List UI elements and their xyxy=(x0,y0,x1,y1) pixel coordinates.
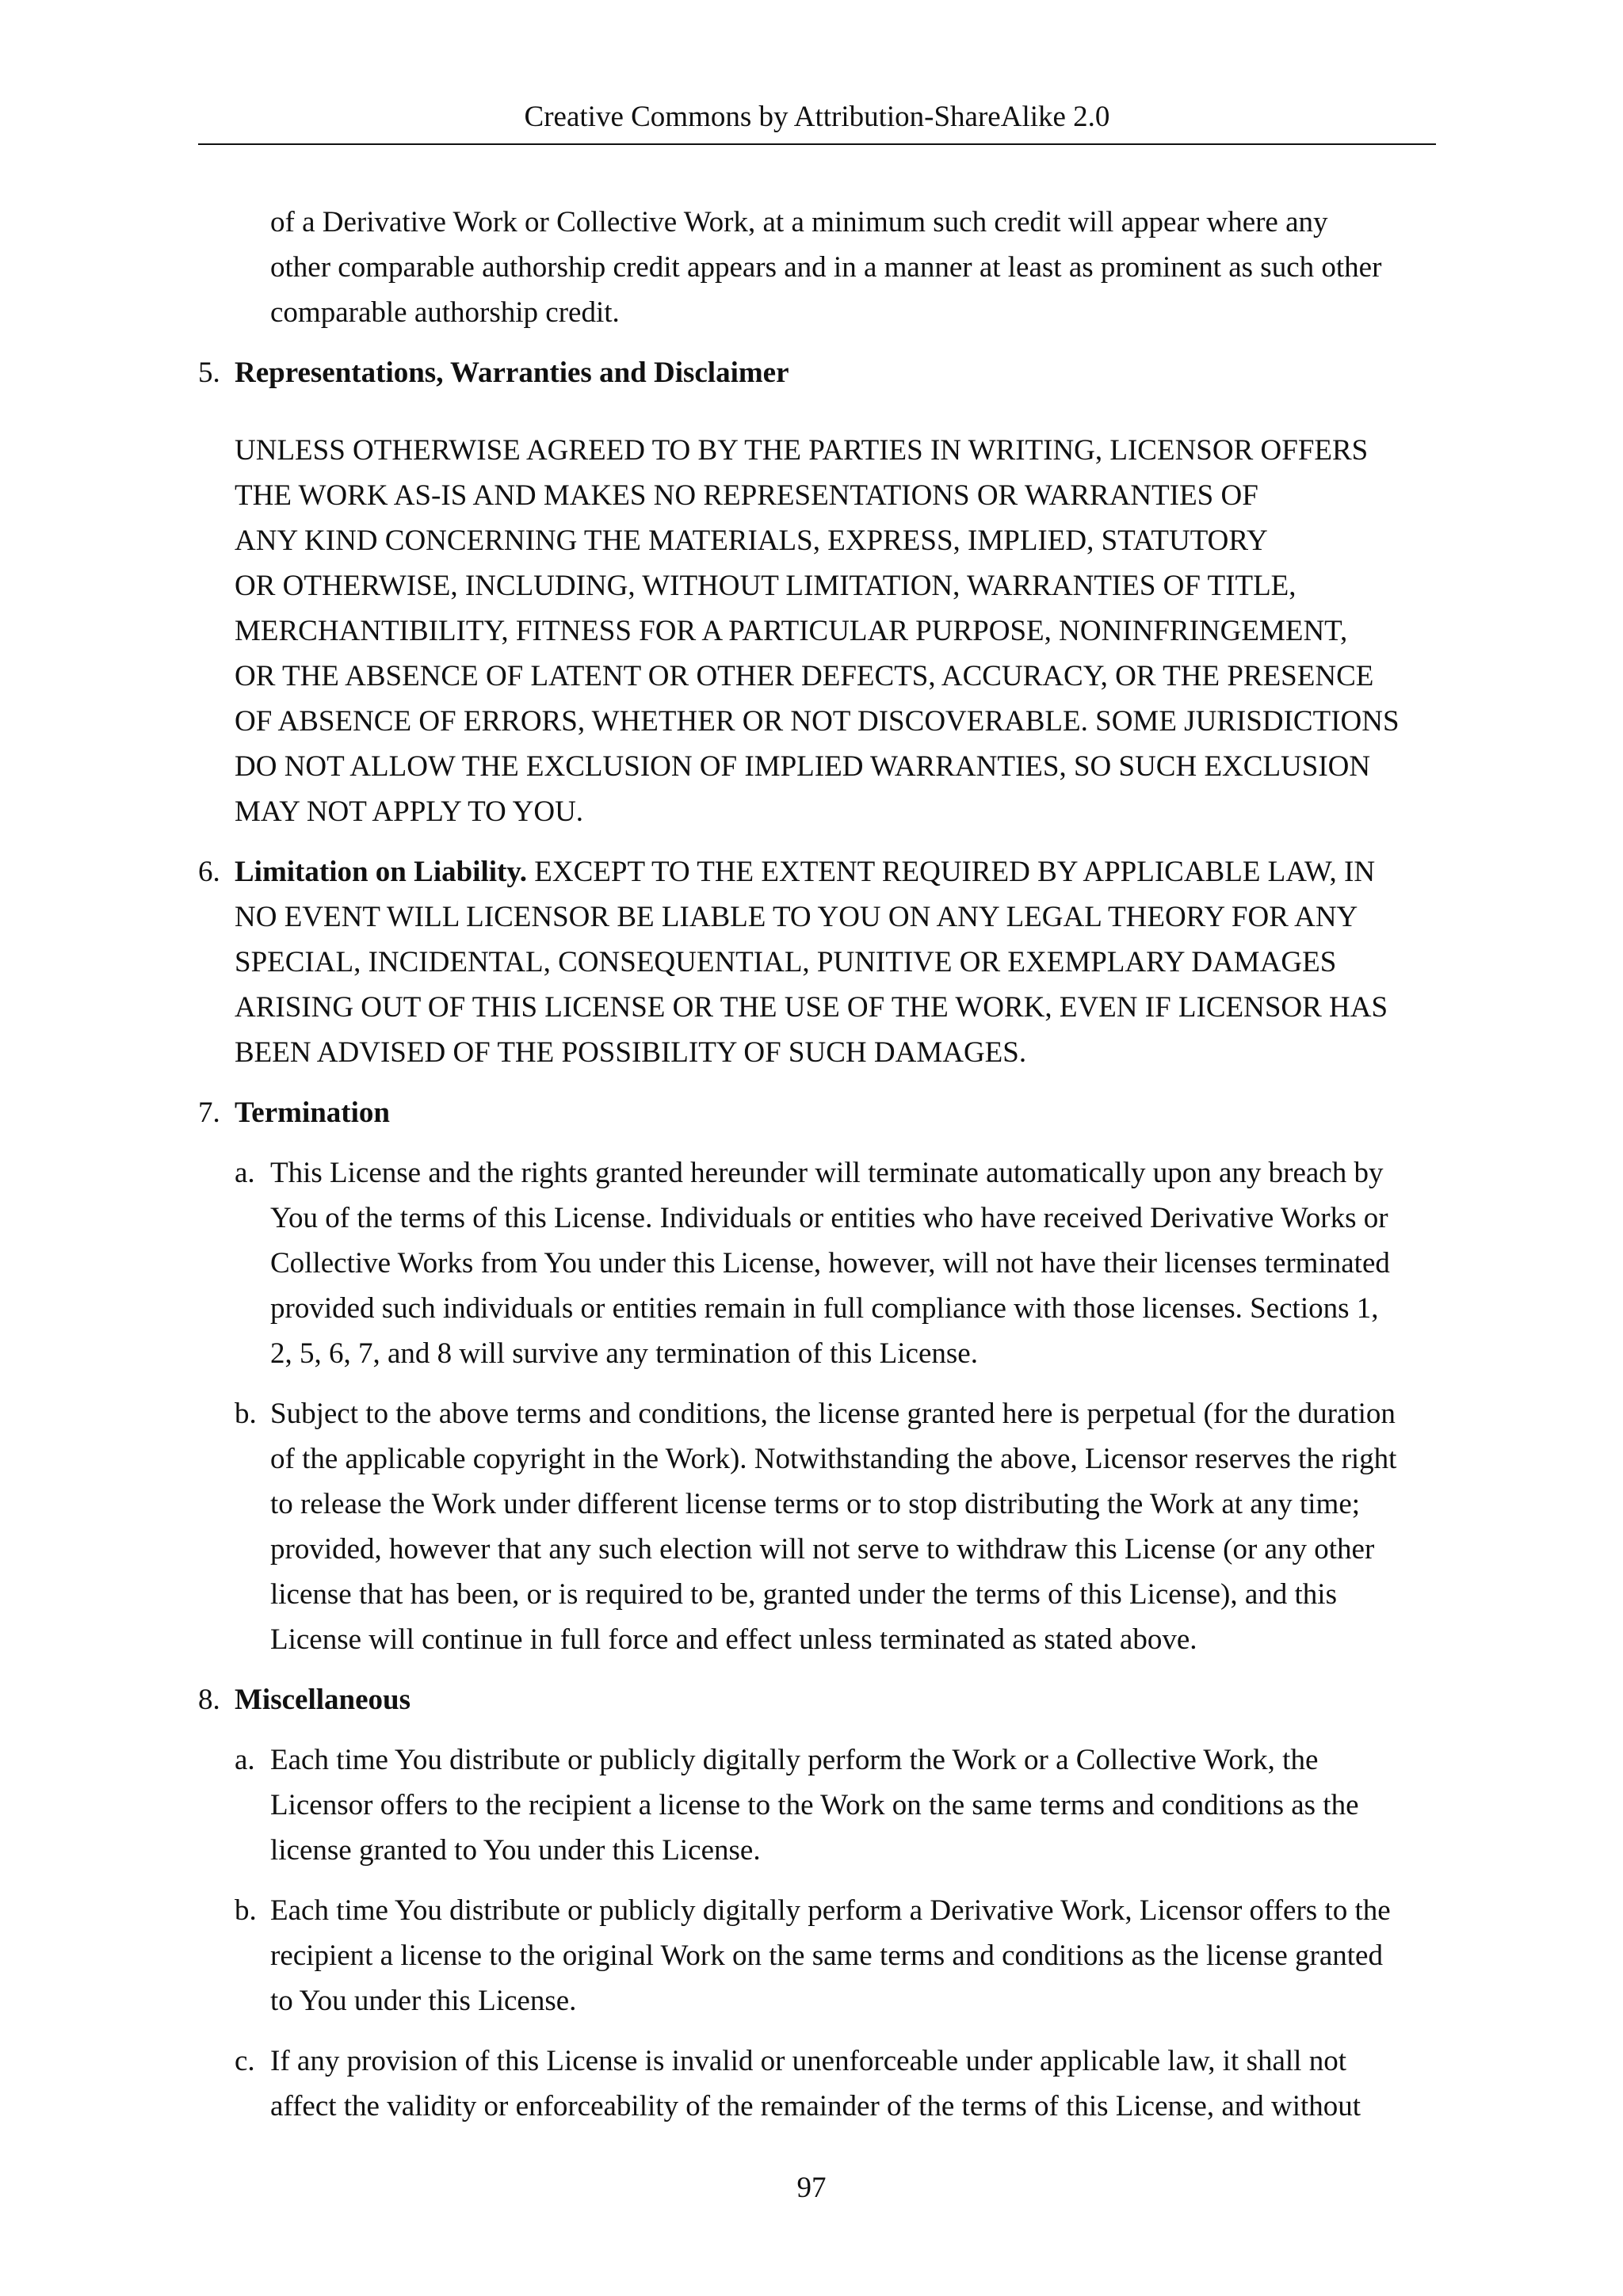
text-line: This License and the rights granted hereunder will terminate automatically upon any breach by xyxy=(270,1157,1384,1189)
section-7-heading xyxy=(0,1090,1436,1135)
text-line: recipient a license to the original Work on the same terms and conditions as the license granted xyxy=(270,1939,1383,1972)
section-8-heading xyxy=(0,1677,1436,1722)
text-line: You of the terms of this License. Individuals or entities who have received Derivative Works or xyxy=(270,1202,1388,1234)
running-header: Creative Commons by Attribution-ShareAlike 2.0 xyxy=(524,101,1110,133)
section-title: Limitation on Liability. xyxy=(235,856,528,888)
text-line: DO NOT ALLOW THE EXCLUSION OF IMPLIED WARRANTIES, SO SUCH EXCLUSION xyxy=(235,750,1371,783)
text-line: License will continue in full force and effect unless terminated as stated above. xyxy=(270,1623,1197,1656)
text-line: Subject to the above terms and conditions, the license granted here is perpetual (for the duration xyxy=(270,1398,1396,1430)
section-title: Termination xyxy=(235,1097,390,1129)
text-line: Each time You distribute or publicly digitally perform the Work or a Collective Work, the xyxy=(270,1744,1319,1776)
text-line: OR THE ABSENCE OF LATENT OR OTHER DEFECTS, ACCURACY, OR THE PRESENCE xyxy=(235,660,1374,692)
text-line: OF ABSENCE OF ERRORS, WHETHER OR NOT DISCOVERABLE. SOME JURISDICTIONS xyxy=(235,705,1400,738)
text-line: BEEN ADVISED OF THE POSSIBILITY OF SUCH DAMAGES. xyxy=(235,1036,1027,1069)
section-text: EXCEPT TO THE EXTENT REQUIRED BY APPLICABLE LAW, IN xyxy=(527,856,1376,888)
text-line: ARISING OUT OF THIS LICENSE OR THE USE OF THE WORK, EVEN IF LICENSOR HAS xyxy=(235,991,1388,1024)
text-line: Licensor offers to the recipient a license to the Work on the same terms and conditions as the xyxy=(270,1789,1359,1821)
text-line xyxy=(235,849,1436,894)
section-number: 6. xyxy=(198,856,220,888)
section-7-item-b xyxy=(0,1391,1435,1662)
text-line: provided such individuals or entities remain in full compliance with those licenses. Sections 1, xyxy=(270,1292,1379,1325)
section-5-heading xyxy=(0,350,1436,395)
page-body xyxy=(0,200,1623,2129)
text-line: Collective Works from You under this License, however, will not have their licenses terminated xyxy=(270,1247,1390,1280)
section-number: 5. xyxy=(198,357,220,389)
text-line: If any provision of this License is invalid or unenforceable under applicable law, it shall not xyxy=(270,2045,1346,2077)
text-line: UNLESS OTHERWISE AGREED TO BY THE PARTIES IN WRITING, LICENSOR OFFERS xyxy=(235,434,1369,467)
text-line: affect the validity or enforceability of the remainder of the terms of this License, and without xyxy=(270,2090,1361,2122)
section-8-item-c xyxy=(0,2039,1435,2129)
text-line: to You under this License. xyxy=(270,1985,577,2017)
text-line: provided, however that any such election will not serve to withdraw this License (or any other xyxy=(270,1533,1375,1566)
text-line: THE WORK AS-IS AND MAKES NO REPRESENTATIONS OR WARRANTIES OF xyxy=(235,479,1258,512)
text-line: to release the Work under different license terms or to stop distributing the Work at any time; xyxy=(270,1488,1361,1520)
text-line: other comparable authorship credit appears and in a manner at least as prominent as such other xyxy=(270,251,1382,284)
text-line: of the applicable copyright in the Work). Notwithstanding the above, Licensor reserves the right xyxy=(270,1443,1397,1475)
section-5-body xyxy=(0,428,1447,834)
text-line: OR OTHERWISE, INCLUDING, WITHOUT LIMITATION, WARRANTIES OF TITLE, xyxy=(235,570,1296,602)
text-line: comparable authorship credit. xyxy=(270,296,620,329)
item-letter: a. xyxy=(235,1157,255,1189)
text-line: license that has been, or is required to be, granted under the terms of this License), and this xyxy=(270,1578,1337,1611)
text-line: 2, 5, 6, 7, and 8 will survive any termination of this License. xyxy=(270,1337,978,1370)
text-line: NO EVENT WILL LICENSOR BE LIABLE TO YOU ON ANY LEGAL THEORY FOR ANY xyxy=(235,901,1358,933)
section-number: 8. xyxy=(198,1684,220,1716)
text-line: license granted to You under this License. xyxy=(270,1834,761,1867)
section-6 xyxy=(0,849,1436,1075)
text-line: MAY NOT APPLY TO YOU. xyxy=(235,795,584,828)
text-line: ANY KIND CONCERNING THE MATERIALS, EXPRESS, IMPLIED, STATUTORY xyxy=(235,524,1268,557)
item-letter: b. xyxy=(235,1398,257,1430)
text-line: SPECIAL, INCIDENTAL, CONSEQUENTIAL, PUNITIVE OR EXEMPLARY DAMAGES xyxy=(235,946,1337,978)
section-title: Representations, Warranties and Disclaimer xyxy=(235,357,789,389)
section-title: Miscellaneous xyxy=(235,1684,411,1716)
item-letter: c. xyxy=(235,2045,255,2077)
header-rule xyxy=(198,143,1436,145)
continuation-paragraph xyxy=(0,200,1435,335)
text-line: of a Derivative Work or Collective Work, at a minimum such credit will appear where any xyxy=(270,206,1328,238)
section-number: 7. xyxy=(198,1097,220,1129)
section-8-item-a xyxy=(0,1737,1435,1873)
item-letter: a. xyxy=(235,1744,255,1776)
section-8-item-b xyxy=(0,1888,1435,2023)
item-letter: b. xyxy=(235,1894,257,1927)
text-line: MERCHANTIBILITY, FITNESS FOR A PARTICULAR PURPOSE, NONINFRINGEMENT, xyxy=(235,615,1348,647)
section-7-item-a xyxy=(0,1150,1435,1376)
page-number: 97 xyxy=(796,2172,827,2204)
text-line: Each time You distribute or publicly digitally perform a Derivative Work, Licensor offers to the xyxy=(270,1894,1391,1927)
